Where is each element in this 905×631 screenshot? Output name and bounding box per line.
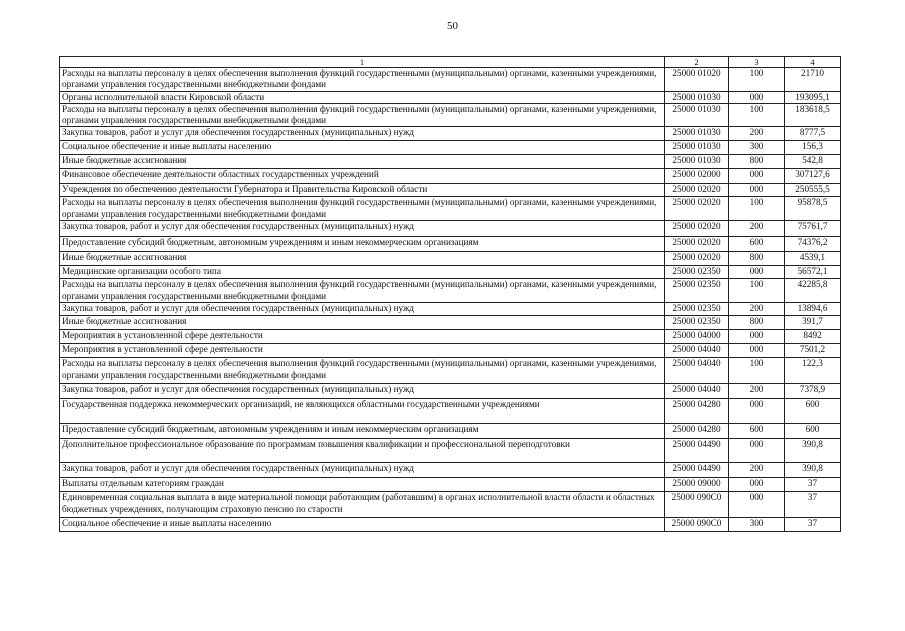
row-expense-type-cell: 100 xyxy=(729,68,785,92)
row-name-cell: Предоставление субсидий бюджетным, автономным учреждениям и иным некоммерческим организациям xyxy=(60,237,665,252)
table-row xyxy=(60,127,841,141)
row-name-cell: Медицинские организации особого типа xyxy=(60,266,665,279)
row-code-cell: 25000 01030 xyxy=(665,155,729,169)
row-sum-cell: 7378,9 xyxy=(785,384,841,399)
row-name-cell: Закупка товаров, работ и услуг для обеспечения государственных (муниципальных) нужд xyxy=(60,463,665,478)
row-sum-cell: 600 xyxy=(785,399,841,424)
row-sum-cell: 391,7 xyxy=(785,316,841,330)
header-expense-type: 3 xyxy=(729,57,785,68)
row-name-cell: Социальное обеспечение и иные выплаты населению xyxy=(60,518,665,532)
row-sum-cell: 193095,1 xyxy=(785,91,841,103)
table-row xyxy=(60,169,841,184)
row-sum-cell: 307127,6 xyxy=(785,169,841,184)
row-name-cell: Государственная поддержка некоммерческих организаций, не являющихся областными государственными учреждениями xyxy=(60,399,665,424)
row-expense-type-cell: 000 xyxy=(729,330,785,344)
row-name-cell: Мероприятия в установленной сфере деятельности xyxy=(60,330,665,344)
row-code-cell: 25000 02020 xyxy=(665,197,729,221)
table-row xyxy=(60,252,841,266)
table-row xyxy=(60,330,841,344)
row-name-cell: Социальное обеспечение и иные выплаты населению xyxy=(60,141,665,155)
table-row xyxy=(60,316,841,330)
row-expense-type-cell: 800 xyxy=(729,316,785,330)
row-expense-type-cell: 000 xyxy=(729,344,785,358)
row-expense-type-cell: 000 xyxy=(729,266,785,279)
table-row xyxy=(60,279,841,303)
row-sum-cell: 542,8 xyxy=(785,155,841,169)
row-expense-type-cell: 000 xyxy=(729,169,785,184)
row-sum-cell: 13894,6 xyxy=(785,303,841,316)
row-code-cell: 25000 01030 xyxy=(665,91,729,103)
row-name-cell: Учреждения по обеспечению деятельности Губернатора и Правительства Кировской области xyxy=(60,184,665,197)
row-code-cell: 25000 01030 xyxy=(665,127,729,141)
header-code: 2 xyxy=(665,57,729,68)
row-sum-cell: 37 xyxy=(785,518,841,532)
row-code-cell: 25000 02020 xyxy=(665,237,729,252)
table-row xyxy=(60,399,841,424)
row-sum-cell: 74376,2 xyxy=(785,237,841,252)
row-sum-cell: 37 xyxy=(785,478,841,492)
row-name-cell: Финансовое обеспечение деятельности областных государственных учреждений xyxy=(60,169,665,184)
row-sum-cell: 156,3 xyxy=(785,141,841,155)
row-name-cell: Закупка товаров, работ и услуг для обеспечения государственных (муниципальных) нужд xyxy=(60,384,665,399)
row-expense-type-cell: 800 xyxy=(729,252,785,266)
row-name-cell: Органы исполнительной власти Кировской области xyxy=(60,91,665,103)
row-code-cell: 25000 04280 xyxy=(665,399,729,424)
row-expense-type-cell: 200 xyxy=(729,303,785,316)
row-sum-cell: 4539,1 xyxy=(785,252,841,266)
page-number: 50 xyxy=(447,20,458,32)
row-name-cell: Дополнительное профессиональное образование по программам повышения квалификации и профессиональной переподготовки xyxy=(60,439,665,463)
row-name-cell: Расходы на выплаты персоналу в целях обеспечения выполнения функций государственными (муниципальными) органами, казенными учреждениями, органами управления государственными внебюджетными фондами xyxy=(60,358,665,384)
row-expense-type-cell: 000 xyxy=(729,91,785,103)
row-name-cell: Расходы на выплаты персоналу в целях обеспечения выполнения функций государственными (муниципальными) органами, казенными учреждениями, органами управления государственными внебюджетными фондами xyxy=(60,279,665,303)
table-row xyxy=(60,478,841,492)
table-header-row xyxy=(60,57,841,68)
table-row xyxy=(60,492,841,518)
row-code-cell: 25000 01030 xyxy=(665,103,729,127)
row-name-cell: Иные бюджетные ассигнования xyxy=(60,252,665,266)
row-sum-cell: 75761,7 xyxy=(785,221,841,237)
row-code-cell: 25000 02020 xyxy=(665,184,729,197)
row-sum-cell: 8777,5 xyxy=(785,127,841,141)
row-sum-cell: 37 xyxy=(785,492,841,518)
row-code-cell: 25000 01020 xyxy=(665,68,729,92)
row-sum-cell: 7501,2 xyxy=(785,344,841,358)
table-row xyxy=(60,91,841,103)
row-expense-type-cell: 100 xyxy=(729,103,785,127)
row-code-cell: 25000 090С0 xyxy=(665,492,729,518)
row-expense-type-cell: 200 xyxy=(729,221,785,237)
table-body xyxy=(60,68,841,532)
row-name-cell: Единовременная социальная выплата в виде материальной помощи работающим (работавшим) в органах исполнительной власти области и областных бюджетных учреждениях, получающим страховую пенсию по старости xyxy=(60,492,665,518)
row-code-cell: 25000 02350 xyxy=(665,303,729,316)
row-code-cell: 25000 02350 xyxy=(665,279,729,303)
row-code-cell: 25000 09000 xyxy=(665,478,729,492)
row-code-cell: 25000 04040 xyxy=(665,344,729,358)
table-row xyxy=(60,384,841,399)
header-sum: 4 xyxy=(785,57,841,68)
row-name-cell: Мероприятия в установленной сфере деятельности xyxy=(60,344,665,358)
row-name-cell: Иные бюджетные ассигнования xyxy=(60,316,665,330)
row-name-cell: Закупка товаров, работ и услуг для обеспечения государственных (муниципальных) нужд xyxy=(60,221,665,237)
row-code-cell: 25000 02000 xyxy=(665,169,729,184)
row-expense-type-cell: 800 xyxy=(729,155,785,169)
row-code-cell: 25000 02350 xyxy=(665,316,729,330)
row-expense-type-cell: 300 xyxy=(729,141,785,155)
row-code-cell: 25000 02020 xyxy=(665,252,729,266)
table-row xyxy=(60,221,841,237)
row-code-cell: 25000 04280 xyxy=(665,424,729,439)
row-expense-type-cell: 200 xyxy=(729,384,785,399)
row-name-cell: Расходы на выплаты персоналу в целях обеспечения выполнения функций государственными (муниципальными) органами, казенными учреждениями, органами управления государственными внебюджетными фондами xyxy=(60,197,665,221)
table-row xyxy=(60,344,841,358)
table-row xyxy=(60,141,841,155)
row-expense-type-cell: 600 xyxy=(729,237,785,252)
row-sum-cell: 250555,5 xyxy=(785,184,841,197)
row-code-cell: 25000 04000 xyxy=(665,330,729,344)
row-expense-type-cell: 100 xyxy=(729,279,785,303)
row-sum-cell: 390,8 xyxy=(785,463,841,478)
row-sum-cell: 8492 xyxy=(785,330,841,344)
row-code-cell: 25000 090С0 xyxy=(665,518,729,532)
row-name-cell: Расходы на выплаты персоналу в целях обеспечения выполнения функций государственными (муниципальными) органами, казенными учреждениями, органами управления государственными внебюджетными фондами xyxy=(60,103,665,127)
row-sum-cell: 600 xyxy=(785,424,841,439)
table-row xyxy=(60,303,841,316)
row-sum-cell: 122,3 xyxy=(785,358,841,384)
row-expense-type-cell: 100 xyxy=(729,197,785,221)
table-row xyxy=(60,266,841,279)
budget-table xyxy=(59,56,841,532)
row-code-cell: 25000 04490 xyxy=(665,439,729,463)
table-row xyxy=(60,518,841,532)
row-sum-cell: 21710 xyxy=(785,68,841,92)
table-row xyxy=(60,103,841,127)
row-code-cell: 25000 02350 xyxy=(665,266,729,279)
row-code-cell: 25000 02020 xyxy=(665,221,729,237)
row-expense-type-cell: 300 xyxy=(729,518,785,532)
row-sum-cell: 95878,5 xyxy=(785,197,841,221)
row-sum-cell: 183618,5 xyxy=(785,103,841,127)
row-sum-cell: 42285,8 xyxy=(785,279,841,303)
row-expense-type-cell: 000 xyxy=(729,399,785,424)
table-row xyxy=(60,439,841,463)
row-code-cell: 25000 01030 xyxy=(665,141,729,155)
table-row xyxy=(60,197,841,221)
row-name-cell: Выплаты отдельным категориям граждан xyxy=(60,478,665,492)
row-code-cell: 25000 04490 xyxy=(665,463,729,478)
row-name-cell: Расходы на выплаты персоналу в целях обеспечения выполнения функций государственными (муниципальными) органами, казенными учреждениями, органами управления государственными внебюджетными фондами xyxy=(60,68,665,92)
row-code-cell: 25000 04040 xyxy=(665,384,729,399)
header-name: 1 xyxy=(60,57,665,68)
row-name-cell: Закупка товаров, работ и услуг для обеспечения государственных (муниципальных) нужд xyxy=(60,303,665,316)
row-name-cell: Закупка товаров, работ и услуг для обеспечения государственных (муниципальных) нужд xyxy=(60,127,665,141)
row-expense-type-cell: 000 xyxy=(729,439,785,463)
row-expense-type-cell: 200 xyxy=(729,127,785,141)
row-name-cell: Предоставление субсидий бюджетным, автономным учреждениям и иным некоммерческим организациям xyxy=(60,424,665,439)
row-name-cell: Иные бюджетные ассигнования xyxy=(60,155,665,169)
row-sum-cell: 56572,1 xyxy=(785,266,841,279)
row-expense-type-cell: 000 xyxy=(729,492,785,518)
table-row xyxy=(60,463,841,478)
row-code-cell: 25000 04040 xyxy=(665,358,729,384)
row-sum-cell: 390,8 xyxy=(785,439,841,463)
table-row xyxy=(60,68,841,92)
table-row xyxy=(60,184,841,197)
row-expense-type-cell: 000 xyxy=(729,478,785,492)
row-expense-type-cell: 600 xyxy=(729,424,785,439)
row-expense-type-cell: 100 xyxy=(729,358,785,384)
table-row xyxy=(60,237,841,252)
row-expense-type-cell: 200 xyxy=(729,463,785,478)
table-row xyxy=(60,155,841,169)
table-row xyxy=(60,424,841,439)
table-row xyxy=(60,358,841,384)
row-expense-type-cell: 000 xyxy=(729,184,785,197)
